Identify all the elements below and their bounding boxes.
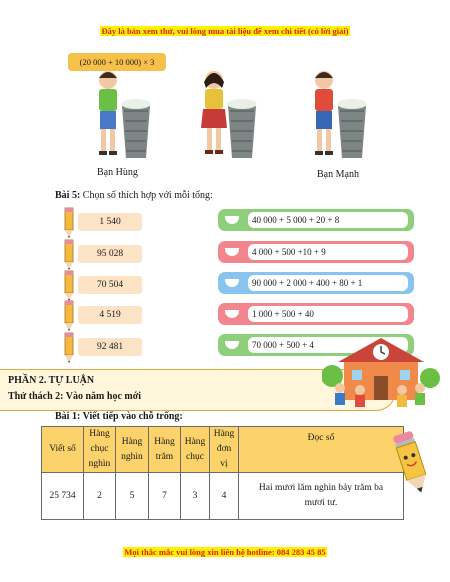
school-illustration (322, 330, 440, 408)
section-subtitle: Thử thách 2: Vào năm học mới (8, 391, 142, 402)
sum-box[interactable] (218, 241, 414, 263)
heart-icon (225, 310, 239, 318)
number-box[interactable]: 4 519 (78, 306, 142, 324)
header-chuc: Hàng chục (181, 427, 210, 473)
cell-doc-so: Hai mươi lăm nghìn bảy trăm ba mươi tư. (239, 473, 404, 520)
pencil-mascot-illustration (392, 430, 432, 498)
number-box[interactable]: 95 028 (78, 245, 142, 263)
section-title: PHẦN 2. TỰ LUẬN (8, 375, 95, 386)
header-viet-so: Viết số (42, 427, 84, 473)
sum-text: 1 000 + 500 + 40 (248, 306, 408, 322)
girl-illustration (196, 66, 266, 166)
sum-box[interactable] (218, 272, 414, 294)
header-chuc-nghin: Hàng chục nghìn (84, 427, 116, 473)
header-nghin: Hàng nghìn (116, 427, 149, 473)
caption-hung: Bạn Hùng (97, 167, 138, 178)
sum-box[interactable] (218, 303, 414, 325)
exercise5-prompt (55, 190, 213, 201)
number-box[interactable]: 92 481 (78, 338, 142, 356)
heart-icon (225, 216, 239, 224)
cell-chuc-nghin: 2 (84, 473, 116, 520)
header-doc-so: Đọc số (239, 427, 404, 473)
heart-icon (225, 341, 239, 349)
number-box[interactable]: 1 540 (78, 213, 142, 231)
number-box[interactable]: 70 504 (78, 276, 142, 294)
cell-tram: 7 (149, 473, 181, 520)
exercise5-label: Bài 5: (55, 190, 81, 201)
boy-hung-illustration (90, 66, 160, 166)
preview-banner-text: Đây là bản xem thử, vui lòng mua tài liệu để xem chi tiết (có lời giải) (101, 26, 349, 36)
cell-don-vi: 4 (210, 473, 239, 520)
exercise1-title: Bài 1: Viết tiếp vào chỗ trống: (55, 411, 183, 422)
hotline-footer-text: Mọi thắc mắc vui lòng xin liên hệ hotline: 084 283 45 85 (124, 547, 326, 557)
pencil-icon (62, 238, 76, 272)
cell-viet-so: 25 734 (42, 473, 84, 520)
formula-tag: (20 000 + 10 000) × 3 (68, 53, 166, 71)
table-row (42, 473, 404, 520)
sum-box[interactable] (218, 209, 414, 231)
hotline-footer (0, 547, 450, 557)
heart-icon (225, 279, 239, 287)
cell-nghin: 5 (116, 473, 149, 520)
pencil-icon (62, 331, 76, 365)
preview-banner (0, 26, 450, 36)
sum-text: 4 000 + 500 +10 + 9 (248, 244, 408, 260)
header-tram: Hàng trăm (149, 427, 181, 473)
exercise5-text: Chọn số thích hợp với mỗi tổng: (82, 190, 213, 201)
pencil-icon (62, 269, 76, 303)
boy-manh-illustration (308, 66, 378, 166)
cell-chuc: 3 (181, 473, 210, 520)
place-value-table (41, 426, 404, 520)
pencil-icon (62, 206, 76, 240)
sum-text: 70 000 + 500 + 4 (248, 337, 408, 353)
sum-text: 90 000 + 2 000 + 400 + 80 + 1 (248, 275, 408, 291)
sum-text: 40 000 + 5 000 + 20 + 8 (248, 212, 408, 228)
pencil-icon (62, 299, 76, 333)
table-header-row (42, 427, 404, 473)
header-don-vi: Hàng đơn vị (210, 427, 239, 473)
caption-manh: Bạn Mạnh (317, 169, 359, 180)
heart-icon (225, 248, 239, 256)
